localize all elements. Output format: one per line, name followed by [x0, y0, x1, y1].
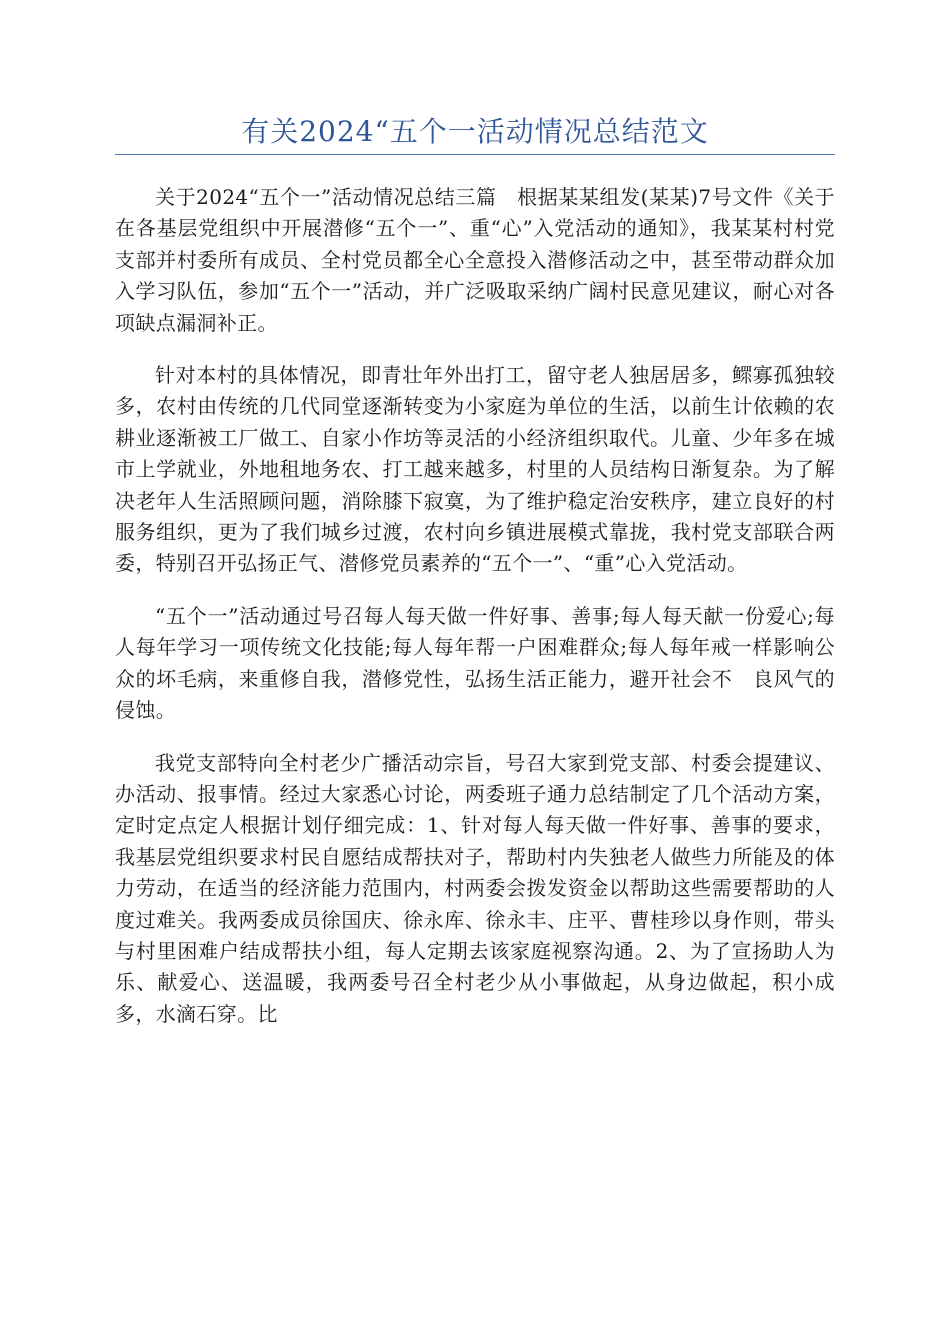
paragraph-2: 针对本村的具体情况，即青壮年外出打工，留守老人独居居多，鳏寡孤独较多，农村由传统的几代同堂逐渐转变为小家庭为单位的生活，以前生计依赖的农耕业逐渐被工厂做工、自家小作坊等灵活的小经济组织取代。儿童、少年多在城市上学就业，外地租地务农、打工越来越多，村里的人员结构日渐复杂。为了解决老年人生活照顾问题，消除膝下寂寞，为了维护稳定治安秩序，建立良好的村服务组织，更为了我们城乡过渡，农村向乡镇进展模式靠拢，我村党支部联合两委，特别召开弘扬正气、潜修党员素养的“五个一”、“重”心入党活动。	[115, 363, 835, 576]
document-body	[115, 182, 835, 1051]
paragraph-3: “五个一”活动通过号召每人每天做一件好事、善事;每人每天献一份爱心;每人每年学习一项传统文化技能;每人每年帮一户困难群众;每人每年戒一样影响公众的坏毛病，来重修自我，潜修党性，弘扬生活正能力，避开社会不 良风气的侵蚀。	[115, 603, 835, 723]
title-underline	[115, 154, 835, 155]
document-title: 有关2024“五个一活动情况总结范文	[241, 115, 709, 148]
paragraph-1: 关于2024“五个一”活动情况总结三篇 根据某某组发(某某)7号文件《关于在各基层党组织中开展潜修“五个一”、重“心”入党活动的通知》，我某某村村党支部并村委所有成员、全村党员都全心全意投入潜修活动之中，甚至带动群众加入学习队伍，参加“五个一”活动，并广泛吸取采纳广阔村民意见建议，耐心对各项缺点漏洞补正。	[115, 185, 835, 335]
paragraph-4: 我党支部特向全村老少广播活动宗旨，号召大家到党支部、村委会提建议、办活动、报事情。经过大家悉心讨论，两委班子通力总结制定了几个活动方案，定时定点定人根据计划仔细完成：1、针对每人每天做一件好事、善事的要求，我基层党组织要求村民自愿结成帮扶对子，帮助村内失独老人做些力所能及的体力劳动，在适当的经济能力范围内，村两委会拨发资金以帮助这些需要帮助的人度过难关。我两委成员徐国庆、徐永库、徐永丰、庄平、曹桂珍以身作则，带头与村里困难户结成帮扶小组，每人定期去该家庭视察沟通。2、为了宣扬助人为乐、献爱心、送温暖，我两委号召全村老少从小事做起，从身边做起，积小成多，水滴石穿。比	[115, 750, 835, 1026]
